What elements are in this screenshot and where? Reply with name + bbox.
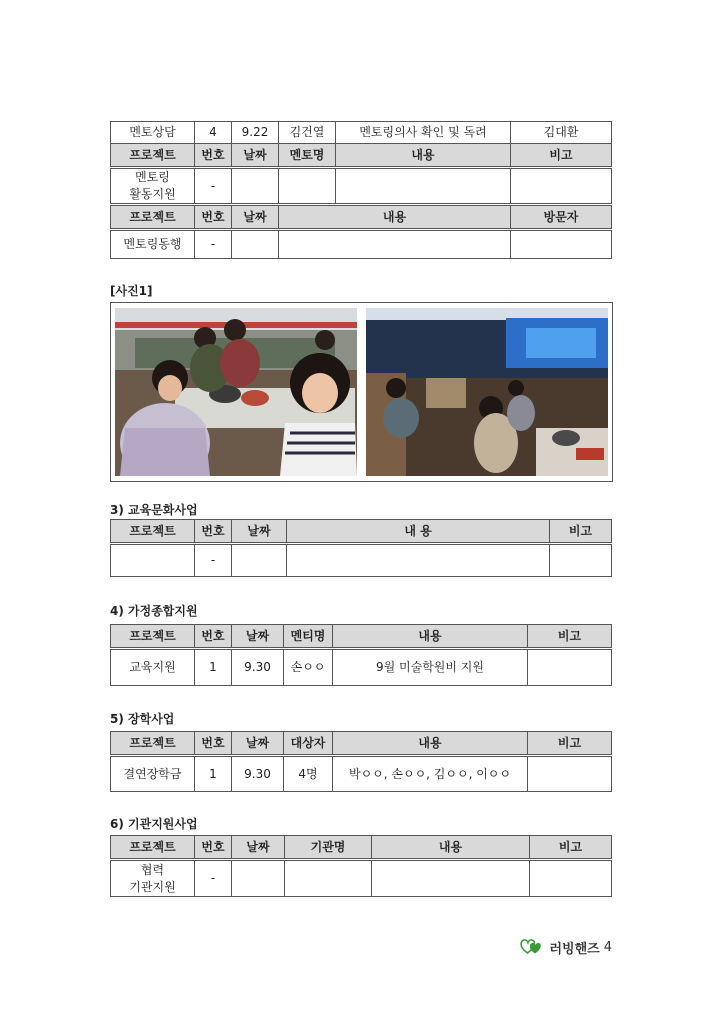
photo-caption: [사진1] [110,284,153,298]
table-cell [279,230,511,259]
table-cell [287,544,550,577]
column-header: 비고 [528,732,612,756]
column-header: 내용 [333,625,528,649]
column-header: 번호 [195,144,232,168]
column-header: 멘토명 [279,144,336,168]
table-cell [279,168,336,205]
table-cell: 손ㅇㅇ [284,649,333,686]
column-header: 프로젝트 [111,836,195,860]
column-header: 번호 [195,205,232,230]
section-title-3: 3) 교육문화사업 [110,503,198,517]
column-header: 번호 [195,625,232,649]
column-header: 번호 [195,732,232,756]
table-header-row [111,144,612,168]
mentoring-table [110,121,612,259]
table-cell [511,168,612,205]
table-row [111,230,612,259]
column-header: 프로젝트 [111,144,195,168]
table-cell: 김대환 [511,122,612,144]
table-cell [232,230,279,259]
page-footer [519,935,612,959]
column-header: 비고 [511,144,612,168]
table-cell: 1 [195,756,232,792]
table-cell: - [195,230,232,259]
table-cell: 멘토링의사 확인 및 독려 [336,122,511,144]
table-cell: 협력 기관지원 [111,860,195,897]
table-cell: 9.22 [232,122,279,144]
table-cell: 9월 미술학원비 지원 [333,649,528,686]
section-title-5: 5) 장학사업 [110,712,175,726]
column-header: 날짜 [232,732,284,756]
column-header: 날짜 [232,144,279,168]
table-row [111,122,612,144]
table-cell [336,168,511,205]
column-header: 비고 [550,520,612,544]
column-header: 프로젝트 [111,732,195,756]
table-cell [111,544,195,577]
table-cell: 9.30 [232,649,284,686]
scholarship-table [110,731,612,792]
table-cell: 4명 [284,756,333,792]
table-header-row [111,205,612,230]
table-cell: 멘토링동행 [111,230,195,259]
column-header: 방문자 [511,205,612,230]
table-header-row [111,836,612,860]
section-title-6: 6) 기관지원사업 [110,817,198,831]
education-culture-table [110,519,612,577]
table-cell: 박ㅇㅇ, 손ㅇㅇ, 김ㅇㅇ, 이ㅇㅇ [333,756,528,792]
column-header: 내용 [333,732,528,756]
table-row [111,649,612,686]
table-cell [285,860,372,897]
table-header-row [111,625,612,649]
table-cell: 결연장학금 [111,756,195,792]
table-cell [550,544,612,577]
column-header: 비고 [528,625,612,649]
column-header: 날짜 [232,520,287,544]
column-header: 기관명 [285,836,372,860]
table-cell: - [195,860,232,897]
table-header-row [111,520,612,544]
table-row [111,756,612,792]
brand-name: 러빙핸즈 [549,941,600,957]
table-row [111,168,612,205]
table-row [111,860,612,897]
table-cell: 4 [195,122,232,144]
column-header: 내용 [336,144,511,168]
institution-support-table [110,835,612,897]
family-support-table [110,624,612,686]
column-header: 대상자 [284,732,333,756]
column-header: 내 용 [287,520,550,544]
table-cell [232,168,279,205]
table-cell: 멘토링 활동지원 [111,168,195,205]
table-cell: 멘토상담 [111,122,195,144]
page-number: 4 [603,939,612,955]
table-cell [511,230,612,259]
table-cell [232,544,287,577]
table-cell: 교육지원 [111,649,195,686]
table-cell [372,860,530,897]
heart-leaf-logo-icon [519,935,545,959]
column-header: 프로젝트 [111,520,195,544]
table-cell [530,860,612,897]
table-cell: 9.30 [232,756,284,792]
table-row [111,544,612,577]
photo-frame [110,302,613,482]
column-header: 비고 [530,836,612,860]
table-header-row [111,732,612,756]
table-cell: - [195,168,232,205]
table-cell [528,756,612,792]
table-cell [232,860,285,897]
column-header: 내용 [372,836,530,860]
column-header: 멘티명 [284,625,333,649]
restaurant-photo-right [366,308,608,476]
group-photo-left [115,308,357,476]
column-header: 날짜 [232,205,279,230]
column-header: 번호 [195,836,232,860]
column-header: 번호 [195,520,232,544]
table-cell: 1 [195,649,232,686]
column-header: 날짜 [232,836,285,860]
table-cell: 김건열 [279,122,336,144]
table-cell: - [195,544,232,577]
section-title-4: 4) 가정종합지원 [110,604,198,618]
column-header: 내용 [279,205,511,230]
table-cell [528,649,612,686]
column-header: 날짜 [232,625,284,649]
column-header: 프로젝트 [111,205,195,230]
column-header: 프로젝트 [111,625,195,649]
